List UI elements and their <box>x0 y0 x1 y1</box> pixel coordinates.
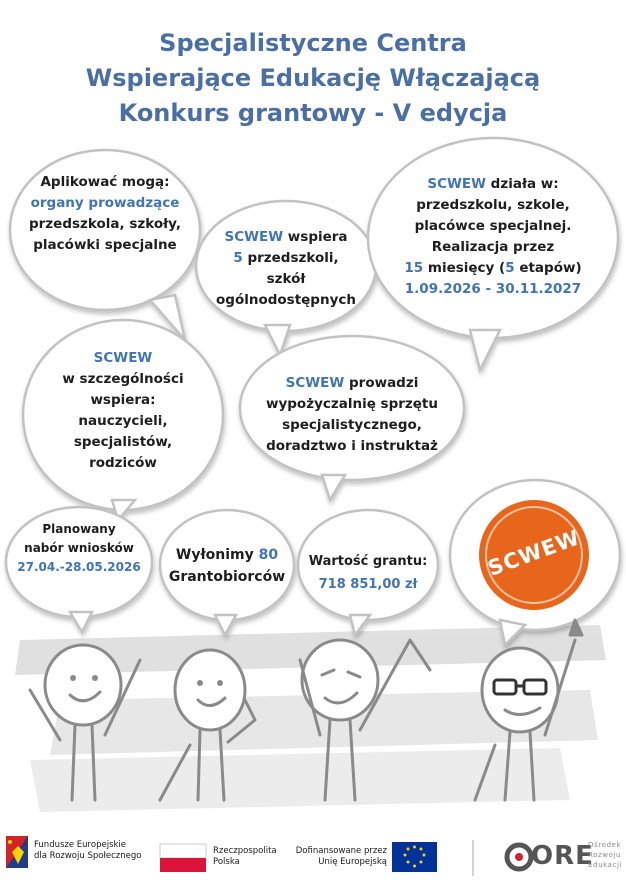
rp-text: Rzeczpospolita Polska <box>213 846 277 867</box>
stamp-label: SCWEW <box>484 525 584 581</box>
operates-text: SCWEW działa w: przedszkolu, szkole, placówce specjalnej. Realizacja przez 15 miesięcy (5 etapów) 1.09.2026 - 30.11.2027 <box>404 176 582 297</box>
rental-text: SCWEW prowadzi wypożyczalnię sprzętu specjalistycznego, doradztwo i instruktaż <box>266 375 438 454</box>
grantees-text: Wyłonimy 80 Grantobiorców <box>168 547 286 585</box>
supports-text: SCWEW wspiera 5 przedszkoli, szkół ogólnodostępnych <box>216 229 356 308</box>
title-line-2: Wspierające Edukację Włączającą <box>85 64 541 92</box>
especially-text: SCWEW w szczególności wspiera: nauczycieli, specjalistów, rodziców <box>62 350 184 471</box>
ore-text: Ośrodek Rozwoju Edukacji <box>588 841 623 869</box>
title-line-1: Specjalistyczne Centra <box>159 29 467 57</box>
eu-flag-icon <box>392 842 437 872</box>
fe-text: Fundusze Europejskie dla Rozwoju Społecznego <box>34 840 142 861</box>
pl-flag-icon <box>160 844 206 872</box>
fe-logo-icon <box>6 836 28 868</box>
ore-logo-text: ORE <box>531 841 594 871</box>
value-text: Wartość grantu: 718 851,00 zł <box>308 554 428 592</box>
applicants-text: Aplikować mogą: organy prowadzące przedszkola, szkoły, placówki specjalne <box>28 174 182 253</box>
eu-text: Dofinansowane przez Unię Europejską <box>295 846 387 867</box>
page-title <box>0 26 626 131</box>
footer <box>0 822 626 889</box>
title-line-3: Konkurs grantowy - V edycja <box>118 99 508 127</box>
recruitment-text: Planowany nabór wniosków 27.04.-28.05.2026 <box>17 522 141 574</box>
ore-logo-icon <box>507 845 531 869</box>
